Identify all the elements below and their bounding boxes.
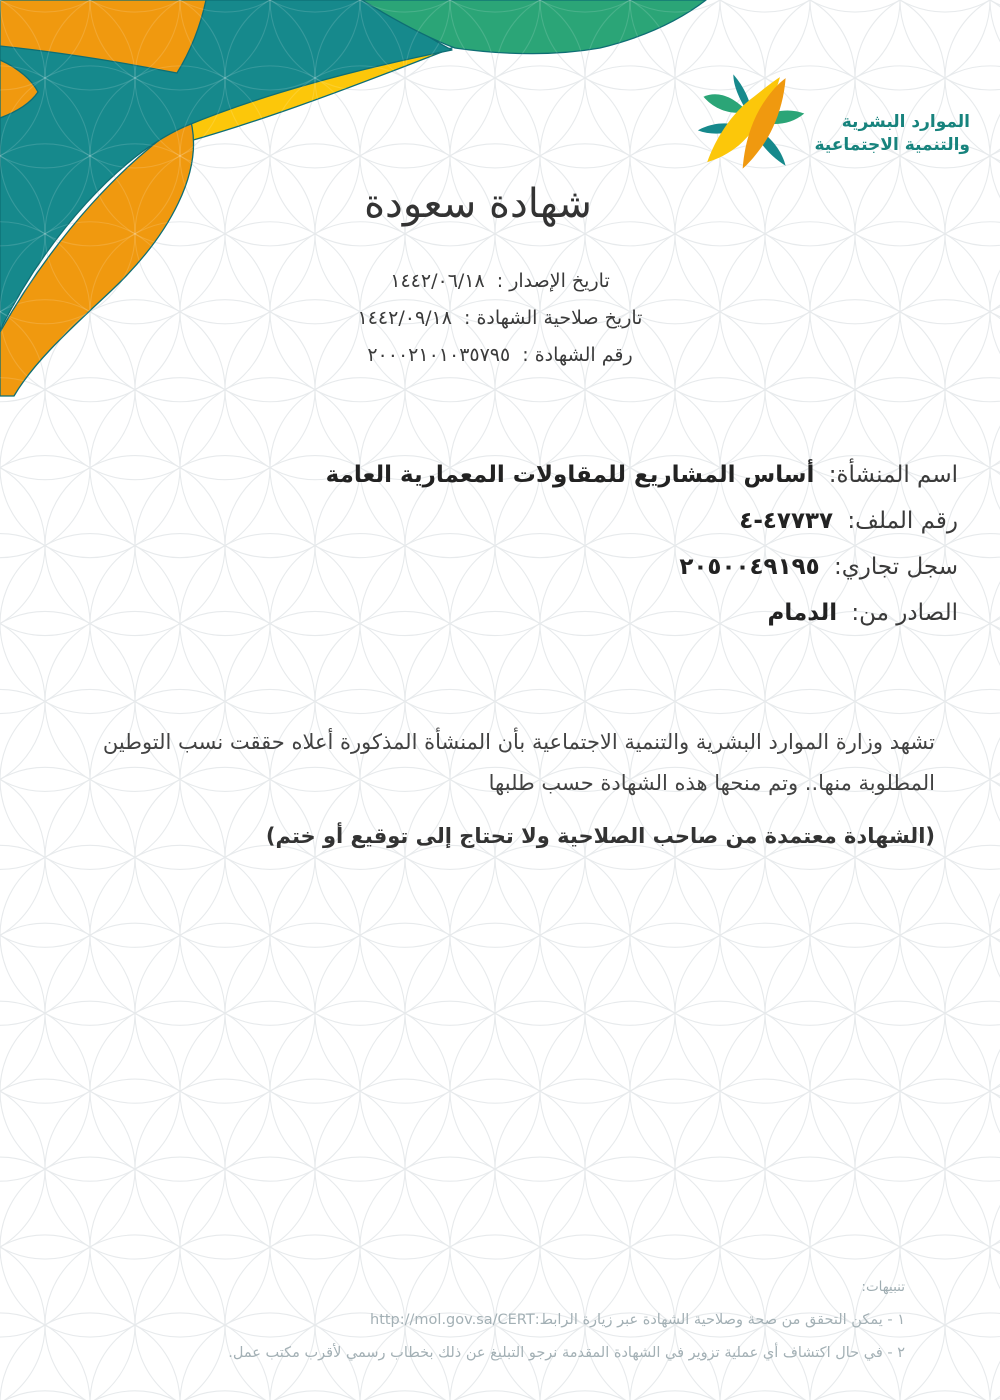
certificate-number-value: ٢٠٠٠٢١٠١٠٣٥٧٩٥ — [367, 344, 511, 366]
notices-title: تنبيهات: — [861, 1279, 905, 1295]
notices-footer — [45, 1279, 905, 1370]
issue-date-value: ١٤٤٢/٠٦/١٨ — [390, 270, 485, 292]
ministry-name-line2: والتنمية الاجتماعية — [814, 135, 970, 155]
ministry-palm-star-icon — [696, 70, 808, 172]
commercial-registration-row — [326, 544, 958, 590]
certification-statement — [63, 722, 935, 857]
validity-date-label: تاريخ صلاحية الشهادة : — [464, 307, 643, 329]
statement-body: تشهد وزارة الموارد البشرية والتنمية الاجتماعية بأن المنشأة المذكورة أعلاه حققت نسب التوطين المطلوبة منها.. وتم منحها هذه الشهادة حسب طلبها — [102, 730, 935, 795]
certificate-title: شهادة سعودة — [364, 181, 592, 227]
validity-date-value: ١٤٤٢/٠٩/١٨ — [357, 307, 452, 329]
establishment-name-row — [326, 452, 958, 498]
commercial-registration-label: سجل تجاري: — [834, 554, 958, 580]
issue-date-row — [0, 263, 1000, 300]
establishment-details — [326, 452, 958, 636]
file-number-row — [326, 498, 958, 544]
establishment-name-value: أساس المشاريع للمقاولات المعمارية العامة — [325, 462, 815, 488]
issued-from-label: الصادر من: — [851, 600, 958, 626]
ministry-logo — [696, 70, 970, 172]
certificate-meta — [0, 263, 1000, 374]
issue-date-label: تاريخ الإصدار : — [496, 270, 610, 292]
statement-note: (الشهادة معتمدة من صاحب الصلاحية ولا تحتاج إلى توقيع أو ختم) — [265, 824, 935, 848]
certificate-number-label: رقم الشهادة : — [522, 344, 633, 366]
validity-date-row — [0, 300, 1000, 337]
establishment-name-label: اسم المنشأة: — [828, 462, 958, 488]
ministry-name-line1: الموارد البشرية — [841, 112, 970, 132]
certificate-number-row — [0, 337, 1000, 374]
file-number-label: رقم الملف: — [847, 508, 958, 534]
notice-forgery-report: ٢ - في حال اكتشاف أي عملية تزوير في الشهادة المقدمة نرجو التبليغ عن ذلك بخطاب رسمي لأقرب مكتب عمل. — [228, 1345, 905, 1361]
issued-from-value: الدمام — [767, 600, 838, 626]
commercial-registration-value: ٢٠٥٠٠٤٩١٩٥ — [679, 554, 820, 580]
file-number-value: ٤٧٧٣٧-٤ — [739, 508, 834, 534]
ministry-name — [814, 111, 970, 157]
issued-from-row — [326, 590, 958, 636]
notice-verification-link: ١ - يمكن التحقق من صحة وصلاحية الشهادة عبر زيارة الرابط:http://mol.gov.sa/CERT — [370, 1312, 905, 1328]
